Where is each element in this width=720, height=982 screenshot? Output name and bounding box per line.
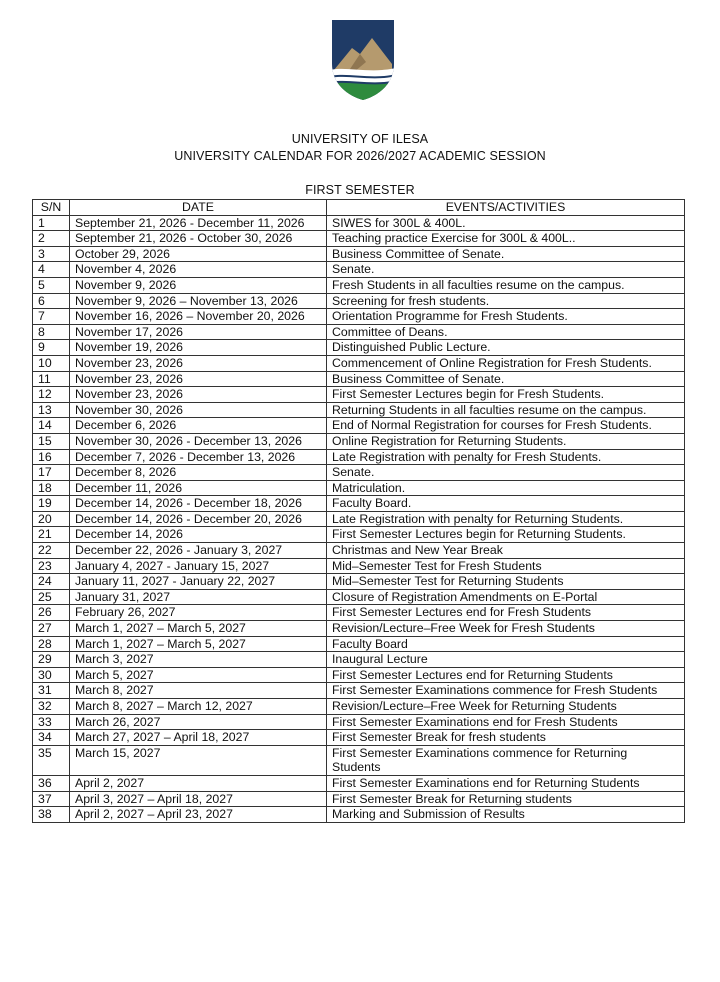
cell-sn: 14	[33, 418, 70, 434]
cell-sn: 33	[33, 714, 70, 730]
cell-event: Faculty Board	[327, 636, 685, 652]
university-shield-logo-icon	[330, 18, 396, 102]
cell-event: First Semester Break for Returning students	[327, 791, 685, 807]
cell-sn: 4	[33, 262, 70, 278]
cell-sn: 1	[33, 215, 70, 231]
table-row	[33, 667, 685, 683]
cell-sn: 6	[33, 293, 70, 309]
cell-date: November 30, 2026	[70, 402, 327, 418]
cell-date: December 14, 2026 - December 18, 2026	[70, 496, 327, 512]
table-row	[33, 433, 685, 449]
column-header-sn: S/N	[33, 200, 70, 216]
table-row	[33, 309, 685, 325]
cell-sn: 18	[33, 480, 70, 496]
cell-event: First Semester Lectures end for Returning Students	[327, 667, 685, 683]
cell-date: December 11, 2026	[70, 480, 327, 496]
cell-date: December 22, 2026 - January 3, 2027	[70, 543, 327, 559]
cell-event: Revision/Lecture–Free Week for Returning Students	[327, 699, 685, 715]
cell-sn: 35	[33, 745, 70, 775]
cell-event: SIWES for 300L & 400L.	[327, 215, 685, 231]
table-row	[33, 775, 685, 791]
cell-sn: 37	[33, 791, 70, 807]
table-row	[33, 465, 685, 481]
cell-date: March 8, 2027 – March 12, 2027	[70, 699, 327, 715]
cell-date: November 30, 2026 - December 13, 2026	[70, 433, 327, 449]
cell-date: November 19, 2026	[70, 340, 327, 356]
cell-event: Senate.	[327, 262, 685, 278]
cell-sn: 2	[33, 231, 70, 247]
cell-event: Committee of Deans.	[327, 324, 685, 340]
cell-sn: 5	[33, 277, 70, 293]
cell-date: February 26, 2027	[70, 605, 327, 621]
column-header-date: DATE	[70, 200, 327, 216]
cell-date: December 8, 2026	[70, 465, 327, 481]
cell-date: December 14, 2026	[70, 527, 327, 543]
cell-event: First Semester Examinations commence for Returning Students	[327, 745, 685, 775]
cell-sn: 10	[33, 355, 70, 371]
cell-sn: 16	[33, 449, 70, 465]
cell-date: November 9, 2026	[70, 277, 327, 293]
cell-date: September 21, 2026 - October 30, 2026	[70, 231, 327, 247]
cell-event: Screening for fresh students.	[327, 293, 685, 309]
table-row	[33, 699, 685, 715]
cell-date: January 11, 2027 - January 22, 2027	[70, 574, 327, 590]
table-row	[33, 246, 685, 262]
cell-event: Marking and Submission of Results	[327, 807, 685, 823]
table-row	[33, 621, 685, 637]
cell-date: November 23, 2026	[70, 355, 327, 371]
cell-event: First Semester Examinations end for Fresh Students	[327, 714, 685, 730]
cell-event: Faculty Board.	[327, 496, 685, 512]
cell-date: April 2, 2027 – April 23, 2027	[70, 807, 327, 823]
cell-event: Late Registration with penalty for Returning Students.	[327, 511, 685, 527]
cell-event: Fresh Students in all faculties resume on the campus.	[327, 277, 685, 293]
cell-date: November 9, 2026 – November 13, 2026	[70, 293, 327, 309]
cell-sn: 26	[33, 605, 70, 621]
table-row	[33, 277, 685, 293]
table-row	[33, 527, 685, 543]
cell-date: March 1, 2027 – March 5, 2027	[70, 621, 327, 637]
cell-sn: 23	[33, 558, 70, 574]
cell-sn: 11	[33, 371, 70, 387]
cell-date: December 7, 2026 - December 13, 2026	[70, 449, 327, 465]
table-row	[33, 231, 685, 247]
cell-event: Inaugural Lecture	[327, 652, 685, 668]
cell-event: First Semester Lectures end for Fresh Students	[327, 605, 685, 621]
table-row	[33, 511, 685, 527]
cell-date: March 5, 2027	[70, 667, 327, 683]
cell-sn: 34	[33, 730, 70, 746]
cell-sn: 9	[33, 340, 70, 356]
cell-sn: 36	[33, 775, 70, 791]
cell-date: September 21, 2026 - December 11, 2026	[70, 215, 327, 231]
table-row	[33, 605, 685, 621]
table-row	[33, 355, 685, 371]
cell-event: Commencement of Online Registration for Fresh Students.	[327, 355, 685, 371]
table-row	[33, 636, 685, 652]
cell-event: First Semester Lectures begin for Returning Students.	[327, 527, 685, 543]
cell-date: December 6, 2026	[70, 418, 327, 434]
cell-date: March 8, 2027	[70, 683, 327, 699]
cell-sn: 31	[33, 683, 70, 699]
cell-date: March 15, 2027	[70, 745, 327, 775]
cell-date: March 1, 2027 – March 5, 2027	[70, 636, 327, 652]
column-header-events: EVENTS/ACTIVITIES	[327, 200, 685, 216]
cell-event: Returning Students in all faculties resume on the campus.	[327, 402, 685, 418]
calendar-title: UNIVERSITY CALENDAR FOR 2026/2027 ACADEMIC SESSION	[174, 149, 546, 163]
cell-event: Business Committee of Senate.	[327, 246, 685, 262]
cell-date: December 14, 2026 - December 20, 2026	[70, 511, 327, 527]
cell-event: Senate.	[327, 465, 685, 481]
cell-date: November 4, 2026	[70, 262, 327, 278]
cell-sn: 12	[33, 387, 70, 403]
cell-sn: 25	[33, 589, 70, 605]
table-row	[33, 791, 685, 807]
table-row	[33, 807, 685, 823]
cell-sn: 19	[33, 496, 70, 512]
cell-event: Online Registration for Returning Students.	[327, 433, 685, 449]
cell-date: April 2, 2027	[70, 775, 327, 791]
table-row	[33, 543, 685, 559]
table-row	[33, 324, 685, 340]
table-row	[33, 480, 685, 496]
cell-sn: 32	[33, 699, 70, 715]
cell-sn: 27	[33, 621, 70, 637]
cell-event: Business Committee of Senate.	[327, 371, 685, 387]
cell-event: Teaching practice Exercise for 300L & 400L..	[327, 231, 685, 247]
cell-event: First Semester Break for fresh students	[327, 730, 685, 746]
cell-date: January 31, 2027	[70, 589, 327, 605]
cell-sn: 38	[33, 807, 70, 823]
cell-date: March 26, 2027	[70, 714, 327, 730]
table-row	[33, 652, 685, 668]
semester-heading: FIRST SEMESTER	[305, 183, 415, 197]
table-row	[33, 745, 685, 775]
cell-event: Mid–Semester Test for Returning Students	[327, 574, 685, 590]
table-row	[33, 387, 685, 403]
cell-date: April 3, 2027 – April 18, 2027	[70, 791, 327, 807]
cell-sn: 28	[33, 636, 70, 652]
cell-event: End of Normal Registration for courses for Fresh Students.	[327, 418, 685, 434]
cell-event: Revision/Lecture–Free Week for Fresh Students	[327, 621, 685, 637]
table-row	[33, 293, 685, 309]
table-row	[33, 449, 685, 465]
table-row	[33, 574, 685, 590]
cell-date: November 16, 2026 – November 20, 2026	[70, 309, 327, 325]
table-row	[33, 558, 685, 574]
cell-sn: 21	[33, 527, 70, 543]
cell-event: Closure of Registration Amendments on E-Portal	[327, 589, 685, 605]
calendar-table	[32, 199, 685, 823]
cell-date: January 4, 2027 - January 15, 2027	[70, 558, 327, 574]
table-row	[33, 402, 685, 418]
cell-event: First Semester Examinations commence for Fresh Students	[327, 683, 685, 699]
cell-sn: 29	[33, 652, 70, 668]
cell-sn: 24	[33, 574, 70, 590]
cell-sn: 8	[33, 324, 70, 340]
cell-event: Distinguished Public Lecture.	[327, 340, 685, 356]
cell-sn: 3	[33, 246, 70, 262]
cell-date: November 17, 2026	[70, 324, 327, 340]
cell-event: First Semester Lectures begin for Fresh Students.	[327, 387, 685, 403]
cell-date: March 27, 2027 – April 18, 2027	[70, 730, 327, 746]
cell-event: First Semester Examinations end for Returning Students	[327, 775, 685, 791]
cell-event: Christmas and New Year Break	[327, 543, 685, 559]
table-row	[33, 340, 685, 356]
cell-event: Orientation Programme for Fresh Students.	[327, 309, 685, 325]
cell-sn: 20	[33, 511, 70, 527]
cell-sn: 7	[33, 309, 70, 325]
table-row	[33, 418, 685, 434]
cell-event: Late Registration with penalty for Fresh Students.	[327, 449, 685, 465]
cell-date: March 3, 2027	[70, 652, 327, 668]
cell-event: Mid–Semester Test for Fresh Students	[327, 558, 685, 574]
table-row	[33, 714, 685, 730]
cell-event: Matriculation.	[327, 480, 685, 496]
university-name: UNIVERSITY OF ILESA	[291, 132, 429, 146]
table-row	[33, 730, 685, 746]
cell-date: October 29, 2026	[70, 246, 327, 262]
table-row	[33, 589, 685, 605]
table-row	[33, 262, 685, 278]
table-row	[33, 371, 685, 387]
table-header-row	[33, 200, 685, 216]
cell-date: November 23, 2026	[70, 371, 327, 387]
cell-sn: 17	[33, 465, 70, 481]
cell-date: November 23, 2026	[70, 387, 327, 403]
table-row	[33, 215, 685, 231]
table-row	[33, 496, 685, 512]
cell-sn: 30	[33, 667, 70, 683]
cell-sn: 22	[33, 543, 70, 559]
table-row	[33, 683, 685, 699]
cell-sn: 13	[33, 402, 70, 418]
cell-sn: 15	[33, 433, 70, 449]
